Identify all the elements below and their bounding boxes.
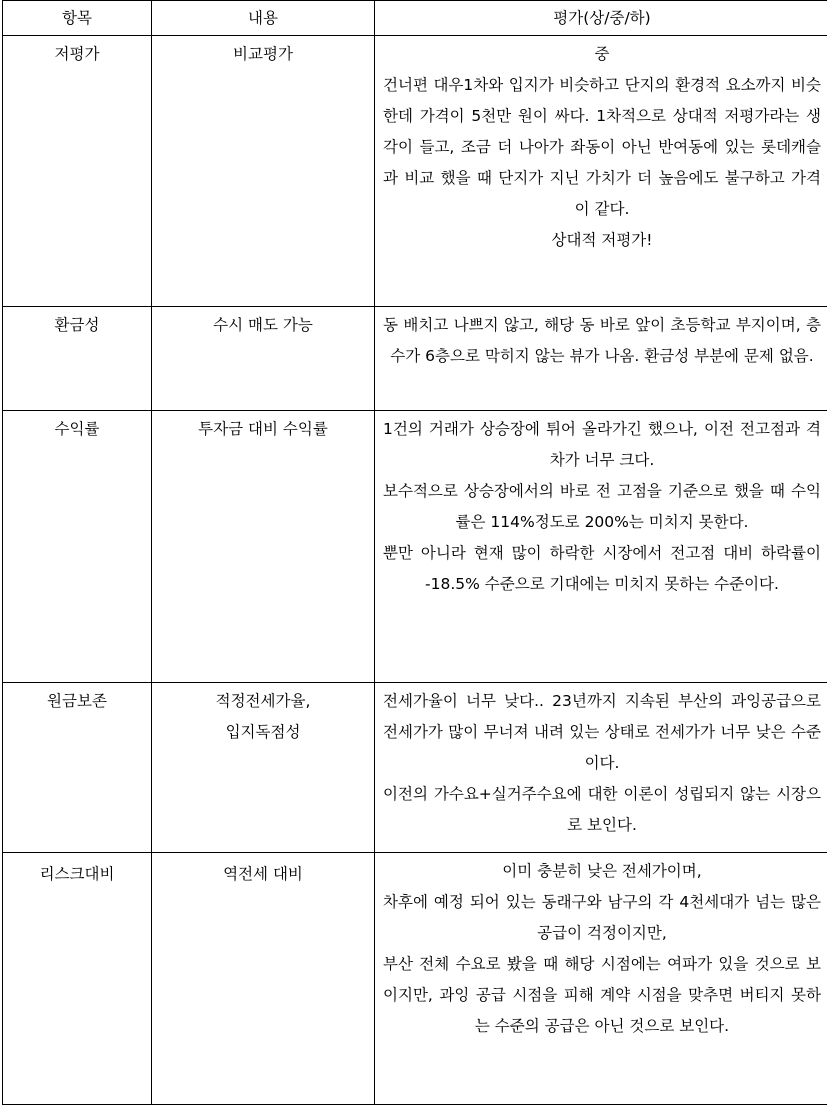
row-evaluation <box>375 36 827 307</box>
row-content: 역전세 대비 <box>152 853 375 1105</box>
row-evaluation <box>375 411 827 683</box>
header-evaluation: 평가(상/중/하) <box>375 1 827 36</box>
evaluation-paragraph: 보수적으로 상승장에서의 바로 전 고점을 기준으로 했을 때 수익률은 114%정도로 200%는 미치지 못한다. <box>383 476 821 538</box>
table-header-row <box>3 1 827 36</box>
row-category: 저평가 <box>3 36 152 307</box>
evaluation-conclusion: 상대적 저평가! <box>383 225 821 256</box>
header-category: 항목 <box>3 1 152 36</box>
row-content <box>152 683 375 853</box>
row-category: 수익률 <box>3 411 152 683</box>
evaluation-paragraph: 이전의 가수요+실거주수요에 대한 이론이 성립되지 않는 시장으로 보인다. <box>383 779 821 841</box>
row-content: 투자금 대비 수익률 <box>152 411 375 683</box>
header-content: 내용 <box>152 1 375 36</box>
row-evaluation <box>375 307 827 411</box>
row-evaluation <box>375 853 827 1105</box>
row-content: 비교평가 <box>152 36 375 307</box>
evaluation-paragraph: 전세가율이 너무 낮다.. 23년까지 지속된 부산의 과잉공급으로 전세가가 많이 무너져 내려 있는 상태로 전세가가 너무 낮은 수준이다. <box>383 686 821 779</box>
row-content-line: 입지독점성 <box>158 717 368 748</box>
row-category: 원금보존 <box>3 683 152 853</box>
row-category: 리스크대비 <box>3 853 152 1105</box>
table-row-undervaluation <box>3 36 827 307</box>
evaluation-paragraph: 뿐만 아니라 현재 많이 하락한 시장에서 전고점 대비 하락률이 -18.5% 수준으로 기대에는 미치지 못하는 수준이다. <box>383 538 821 600</box>
row-category: 환금성 <box>3 307 152 411</box>
evaluation-grade: 중 <box>383 39 821 70</box>
row-content-line: 적정전세가율, <box>158 686 368 717</box>
evaluation-paragraph: 차후에 예정 되어 있는 동래구와 남구의 각 4천세대가 넘는 많은 공급이 걱정이지만, <box>383 887 821 949</box>
row-content: 수시 매도 가능 <box>152 307 375 411</box>
table-row-risk <box>3 853 827 1105</box>
evaluation-paragraph: 1건의 거래가 상승장에 튀어 올라가긴 했으나, 이전 전고점과 격차가 너무 크다. <box>383 414 821 476</box>
evaluation-paragraph: 이미 충분히 낮은 전세가이며, <box>383 856 821 887</box>
row-evaluation <box>375 683 827 853</box>
table-row-return <box>3 411 827 683</box>
evaluation-paragraph: 부산 전체 수요로 봤을 때 해당 시점에는 여파가 있을 것으로 보이지만, 과잉 공급 시점을 피해 계약 시점을 맞추면 버티지 못하는 수준의 공급은 아닌 것으로 보인다. <box>383 949 821 1042</box>
evaluation-paragraph: 동 배치고 나쁘지 않고, 해당 동 바로 앞이 초등학교 부지이며, 층수가 6층으로 막히지 않는 뷰가 나옴. 환금성 부분에 문제 없음. <box>383 310 821 372</box>
evaluation-paragraph: 건너편 대우1차와 입지가 비슷하고 단지의 환경적 요소까지 비슷한데 가격이 5천만 원이 싸다. 1차적으로 상대적 저평가라는 생각이 들고, 조금 더 나아가 좌동이 아닌 반여동에 있는 롯데캐슬과 비교 했을 때 단지가 지닌 가치가 더 높음에도 불구하고 가격이 같다. <box>383 70 821 225</box>
evaluation-table <box>2 0 827 1105</box>
table-row-principal <box>3 683 827 853</box>
table-row-liquidity <box>3 307 827 411</box>
